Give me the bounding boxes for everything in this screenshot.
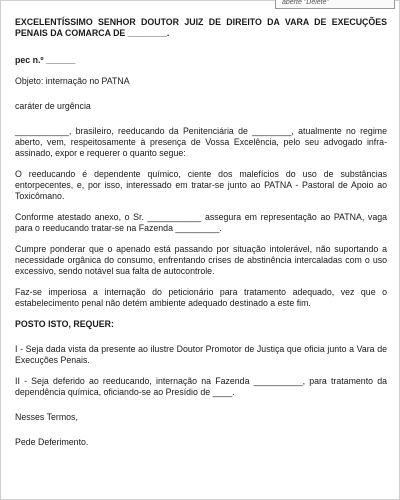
request-item: I - Seja dada vista da presente ao ilustre Doutor Promotor de Justiça que oficia junto a Vara de Execuções Penais. [15, 344, 387, 365]
petition-subject: Objeto: internação no PATNA [15, 76, 130, 86]
closing-line: Nesses Termos, [15, 412, 78, 422]
paragraph-necessity: Faz-se imperiosa a internação do peticionário para tratamento adequado, vez que o estabelecimento penal não detém ambiente adequado destinado a este fim. [15, 287, 387, 308]
paragraph-intro: ___________, brasileiro, reeducando da Penitenciária de ________, atualmente no regime aberto, vem, respeitosamente à presença de Vossa Excelência, pelo seu advogado infra-assinado, expor e requerer o quanto segue: [15, 126, 387, 158]
process-number: pec n.º ______ [15, 55, 76, 65]
paragraph-attestation: Conforme atestado anexo, o Sr. ___________ assegura em representação ao PATNA, vaga para o reeducando tratar-se na Fazenda _________. [15, 212, 387, 233]
signoff-line: Pede Deferimento. [15, 437, 89, 447]
paragraph-situation: Cumpre ponderar que o apenado está passando por situação intolerável, não suportando a necessidade orgânica do consumo, enfrentando crises de abstinência intercaladas com o uso excessivo, sendo notável sua falta de autocontrole. [15, 244, 387, 276]
petition-body [15, 17, 387, 448]
paragraph-dependency: O reeducando é dependente químico, ciente dos malefícios do uso de substâncias entorpecentes, e, por isso, interessado em tratar-se junto ao PATNA - Pastoral de Apoio ao Toxicômano. [15, 169, 387, 201]
petition-heading: EXCELENTÍSSIMO SENHOR DOUTOR JUIZ DE DIREITO DA VARA DE EXECUÇÕES PENAIS DA COMARCA DE ________. [15, 17, 387, 38]
delete-stamp: aberte "Delete" [275, 0, 395, 9]
request-heading: POSTO ISTO, REQUER: [15, 319, 114, 329]
urgency-note: caráter de urgência [15, 101, 91, 111]
request-item: II - Seja deferido ao reeducando, internação na Fazenda __________, para tratamento da dependência química, oficiando-se ao Presídio de ____. [15, 376, 387, 397]
